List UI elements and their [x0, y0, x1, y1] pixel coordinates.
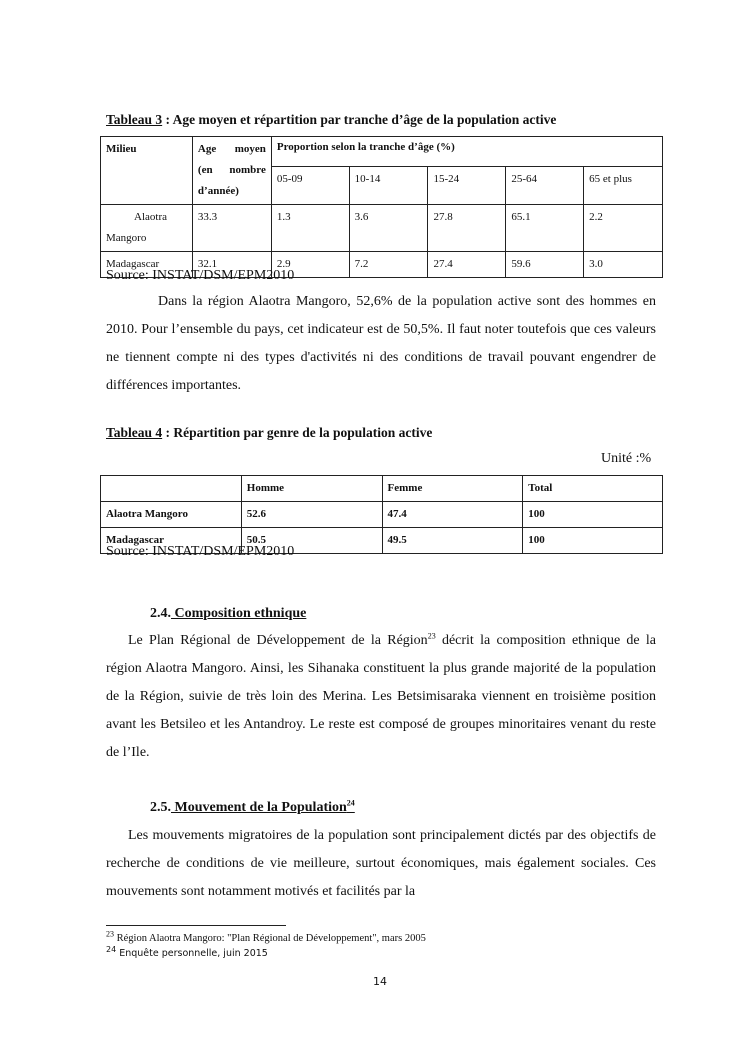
- table3-cell: 2.2: [584, 205, 663, 252]
- table3-group: 15-24: [428, 167, 506, 205]
- paragraph-migration: Les mouvements migratoires de la population sont principalement dictés par des objectifs de recherche de conditions de vie meilleure, surtout économiques, mais également sociales. Ces mouvements sont notamment motivés et facilités par la: [106, 828, 656, 899]
- footnote-divider: [106, 925, 286, 926]
- table3-cell-age: 33.3: [192, 205, 271, 252]
- paragraph-gender: Dans la région Alaotra Mangoro, 52,6% de la population active sont des hommes en 2010. Pour l’ensemble du pays, cet indicateur est de 50,5%. Il faut noter toutefois que ces valeurs ne tiennent compte ni des types d'activités ni des conditions de travail pouvant engendrer de différences importantes.: [106, 294, 656, 393]
- table4-header: Femme: [382, 476, 523, 502]
- page-number: 14: [373, 975, 387, 988]
- table4-cell: Madagascar: [101, 528, 242, 554]
- table4: [100, 475, 663, 554]
- table4-cell: Alaotra Mangoro: [101, 502, 242, 528]
- section-heading-2-5: 2.5. Mouvement de la Population$^{24}$: [150, 798, 355, 815]
- table3-cell: 27.8: [428, 205, 506, 252]
- table3-cell-age: 32.1: [192, 252, 271, 278]
- table4-caption: [106, 425, 432, 441]
- table4-cell: 50.5: [241, 528, 382, 554]
- table4-cell: 49.5: [382, 528, 523, 554]
- table3-header-proportion: Proportion selon la tranche d’âge (%): [271, 137, 662, 167]
- table4-header: Total: [523, 476, 663, 502]
- table4-cell: 100: [523, 528, 663, 554]
- table3-cell: 65.1: [506, 205, 584, 252]
- table3-cell: 3.0: [584, 252, 663, 278]
- table3-cell: 3.6: [349, 205, 428, 252]
- table4-cell: 100: [523, 502, 663, 528]
- table3-group: 05-09: [271, 167, 349, 205]
- table4-source: Source: INSTAT/DSM/EPM2010: [106, 544, 295, 559]
- table-row: [101, 502, 663, 528]
- table3-cell: 7.2: [349, 252, 428, 278]
- table4-cell: 52.6: [241, 502, 382, 528]
- table4-header: Homme: [241, 476, 382, 502]
- table4-unit: Unité :%: [601, 451, 652, 466]
- section-heading-2-4: 2.4. Composition ethnique: [150, 606, 307, 621]
- table4-caption-text: : Répartition par genre de la population active: [162, 425, 433, 440]
- table3-cell-milieu: Madagascar: [101, 252, 193, 278]
- table3-header-age-l3: d’année): [197, 185, 239, 197]
- table3-cell: 27.4: [428, 252, 506, 278]
- footnote-ref-23: 23: [427, 631, 436, 641]
- table3-cell-milieu: Alaotra Mangoro: [101, 205, 193, 252]
- table3-header-age: Age moyen (en nombre d’année): [192, 137, 271, 205]
- table3-caption-text: : Age moyen et répartition par tranche d’âge de la population active: [162, 112, 557, 127]
- table3-cell: 1.3: [271, 205, 349, 252]
- footnote-23: $^{23}$ Région Alaotra Mangoro: "Plan Régional de Développement", mars 2005: [106, 929, 426, 944]
- table3-cell: 2.9: [271, 252, 349, 278]
- table3-cell: 59.6: [506, 252, 584, 278]
- footnote-24: $^{24}$ Enquête personnelle, juin 2015: [106, 944, 268, 959]
- table4-header: [101, 476, 242, 502]
- table3-group: 10-14: [349, 167, 428, 205]
- table-row: [101, 205, 663, 252]
- table3-group: 25-64: [506, 167, 584, 205]
- table4-cell: 47.4: [382, 502, 523, 528]
- table3-caption: [106, 112, 556, 128]
- table3-caption-label: Tableau 3: [106, 112, 163, 127]
- table4-caption-label: Tableau 4: [106, 425, 163, 440]
- table3: [100, 136, 663, 278]
- footnote-ref-24: 24: [346, 798, 355, 808]
- table3-header-milieu: Milieu: [101, 137, 193, 205]
- paragraph-ethnic: Le Plan Régional de Développement de la Région$^{23}$ décrit la composition ethnique de la région Alaotra Mangoro. Ainsi, les Sihanaka constituent la plus grande majorité de la population de la Région, suivie de très loin des Merina. Les Betsimisaraka viennent en troisième position avant les Betsileo et les Antandroy. Le reste est composé de groupes minoritaires venant du reste de l’Ile.: [106, 631, 657, 760]
- table3-group: 65 et plus: [584, 167, 663, 205]
- table3-source: Source: INSTAT/DSM/EPM2010: [106, 268, 295, 283]
